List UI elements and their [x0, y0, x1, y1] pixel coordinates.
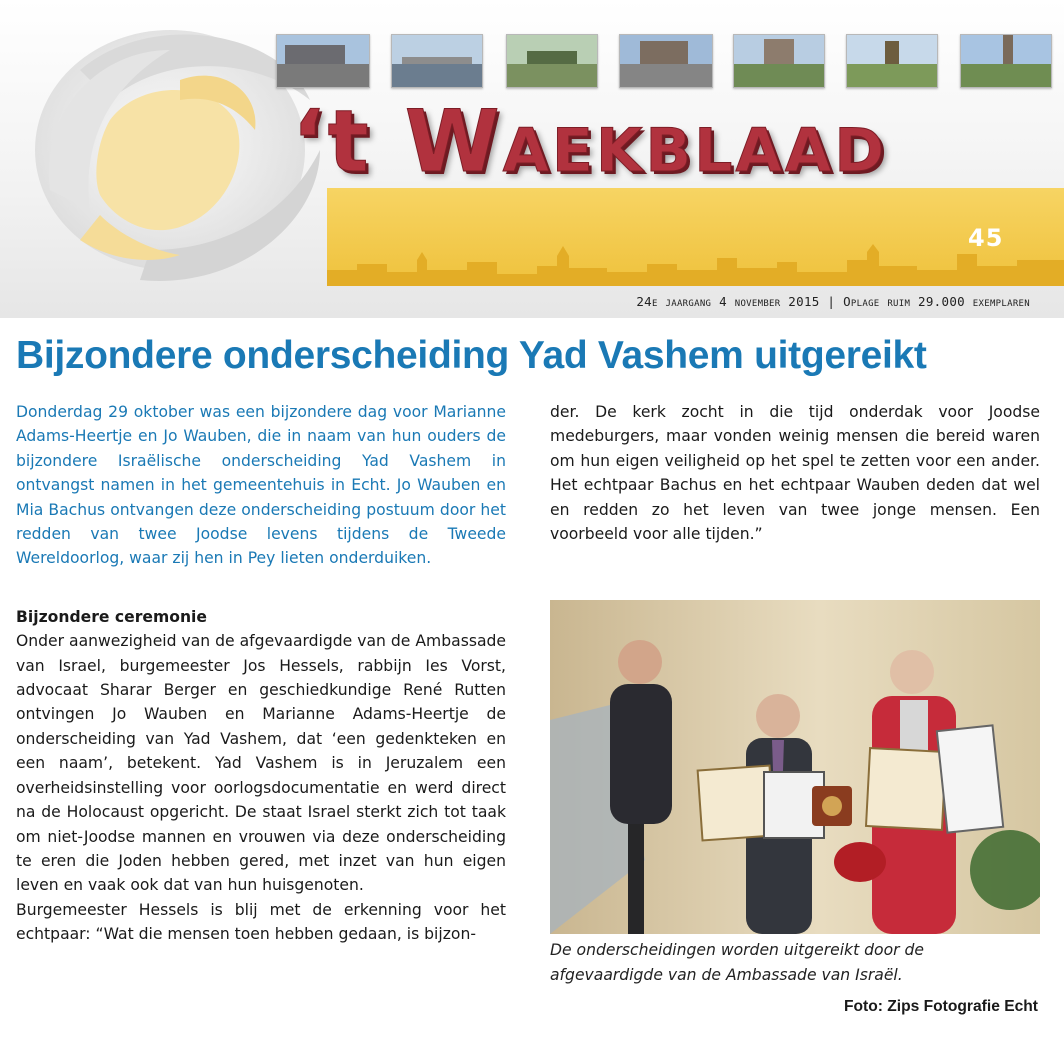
article-body-paragraph-2-continued: der. De kerk zocht in die tijd onderdak voor Joodse medeburgers, maar vonden weinig mensen die bereid waren om hun eigen veiligheid op het spel te zetten voor een ander. Het echtpaar Bachus en het echtpaar Wauben deden dat wel en redden zo het leven van twee jonge mensen. Een voorbeeld voor alle tijden.” — [550, 403, 1040, 544]
thumbnail-town-hall — [276, 34, 370, 88]
masthead-title — [292, 92, 1062, 222]
article-body-paragraph-2-start: Burgemeester Hessels is blij met de erkenning voor het echtpaar: “Wat die mensen toen hebben gedaan, is bijzon- — [16, 900, 506, 944]
thumbnail-cannon — [506, 34, 598, 88]
article-column-right — [550, 400, 1040, 546]
skyline-silhouette-icon — [327, 240, 1064, 286]
masthead-subline: 24e jaargang 4 november 2015 | Oplage ruim 29.000 exemplaren — [636, 294, 1030, 309]
certificate-left — [698, 766, 775, 841]
certificate-right — [866, 748, 946, 830]
thumbnail-harbour — [391, 34, 483, 88]
photo-credit: Foto: Zips Fotografie Echt — [843, 998, 1038, 1015]
article-subheading: Bijzondere ceremonie — [16, 607, 207, 626]
certificate-frame-right — [937, 725, 1003, 832]
thumbnail-castle-ruin — [733, 34, 825, 88]
masthead — [0, 0, 1064, 318]
masthead-title-main: Waekblaad — [404, 92, 888, 192]
thumbnail-tower — [619, 34, 713, 88]
article-body-paragraph-1: Onder aanwezigheid van de afgevaardigde van de Ambassade van Israel, burgemeester Jos Hessels, rabbijn Ies Vorst, advocaat Sharar Berger en geschiedkundige René Rutten ontvingen Jo Wauben en Marianne Adams-Heertje de onderscheiding van Yad Vashem, dat ‘een gedenkteken en een naam’, betekent. Yad Vashem is in Jeruzalem een overheidsinstelling voor oorlogsdocumentatie en werd direct na de Holocaust opgericht. De staat Israel sterkt zich tot taak om niet-Joodse mannen en vrouwen via deze onderscheiding te eren die Joden hebben gered, met inzet van hun eigen leven en vaak ook dat van hun huisgenoten. — [16, 632, 506, 895]
masthead-title-prefix: ‘t — [292, 92, 405, 192]
issue-number: 45 — [968, 224, 1004, 252]
article-photo — [550, 600, 1040, 934]
thumbnail-church — [960, 34, 1052, 88]
article-column-left — [16, 400, 506, 947]
article-lead: Donderdag 29 oktober was een bijzondere dag voor Marianne Adams-Heertje en Jo Wauben, die in naam van hun ouders de bijzondere Israëlische onderscheiding Yad Vashem in ontvangst namen in het gemeentehuis in Echt. Jo Wauben en Mia Bachus ontvangen deze onderscheiding postuum door het redden van twee Joodse levens tijdens de Tweede Wereldoorlog, waar zij hen in Pey lieten onderduiken. — [16, 403, 506, 568]
ceremony-photo-illustration — [550, 600, 1040, 934]
photo-caption: De onderscheidingen worden uitgereikt door de afgevaardigde van de Ambassade van Israël. — [550, 941, 924, 984]
article-headline: Bijzondere onderscheiding Yad Vashem uitgereikt — [16, 334, 927, 377]
thumbnail-rooster-statue — [846, 34, 938, 88]
